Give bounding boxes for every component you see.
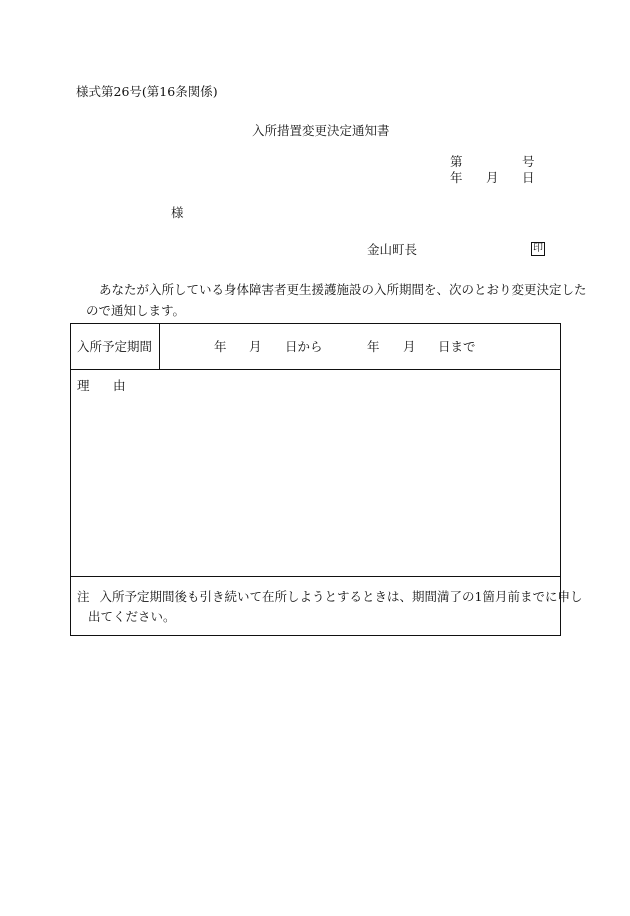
note-line-1: 入所予定期間後も引き続いて在所しようとするときは、期間満了の1箇月前までに申し: [99, 589, 583, 604]
addressee-sama: 様: [171, 205, 184, 220]
period-label: 入所予定期間: [77, 339, 153, 354]
body-line-2: ので通知します。: [86, 303, 186, 318]
note-row: [71, 577, 583, 635]
body-text: [86, 279, 587, 321]
seal-mark: 印: [533, 243, 543, 254]
period-row: [71, 324, 560, 370]
reason-row: [71, 370, 560, 577]
date-year: 年: [450, 170, 463, 185]
to-month: 月: [403, 339, 416, 354]
to-day: 日まで: [438, 339, 476, 354]
column-divider: [159, 324, 160, 369]
doc-number-dai: 第: [450, 154, 463, 169]
reason-label-1: 理: [77, 378, 90, 393]
issuer-name: 金山町長: [367, 242, 418, 257]
note-prefix: 注: [77, 589, 90, 604]
date-day: 日: [522, 170, 535, 185]
note-line-2: 出てください。: [88, 609, 176, 624]
from-day: 日から: [285, 339, 323, 354]
from-year: 年: [214, 339, 227, 354]
reason-label-2: 由: [113, 378, 126, 393]
note-text: [77, 587, 583, 627]
doc-number-go: 号: [522, 154, 535, 169]
body-line-1: あなたが入所している身体障害者更生援護施設の入所期間を、次のとおり変更決定した: [99, 282, 587, 297]
document-title: 入所措置変更決定通知書: [252, 123, 390, 138]
form-number: 様式第26号(第16条関係): [76, 84, 218, 99]
period-table: [70, 323, 583, 636]
date-month: 月: [486, 170, 499, 185]
to-year: 年: [367, 339, 380, 354]
from-month: 月: [249, 339, 262, 354]
